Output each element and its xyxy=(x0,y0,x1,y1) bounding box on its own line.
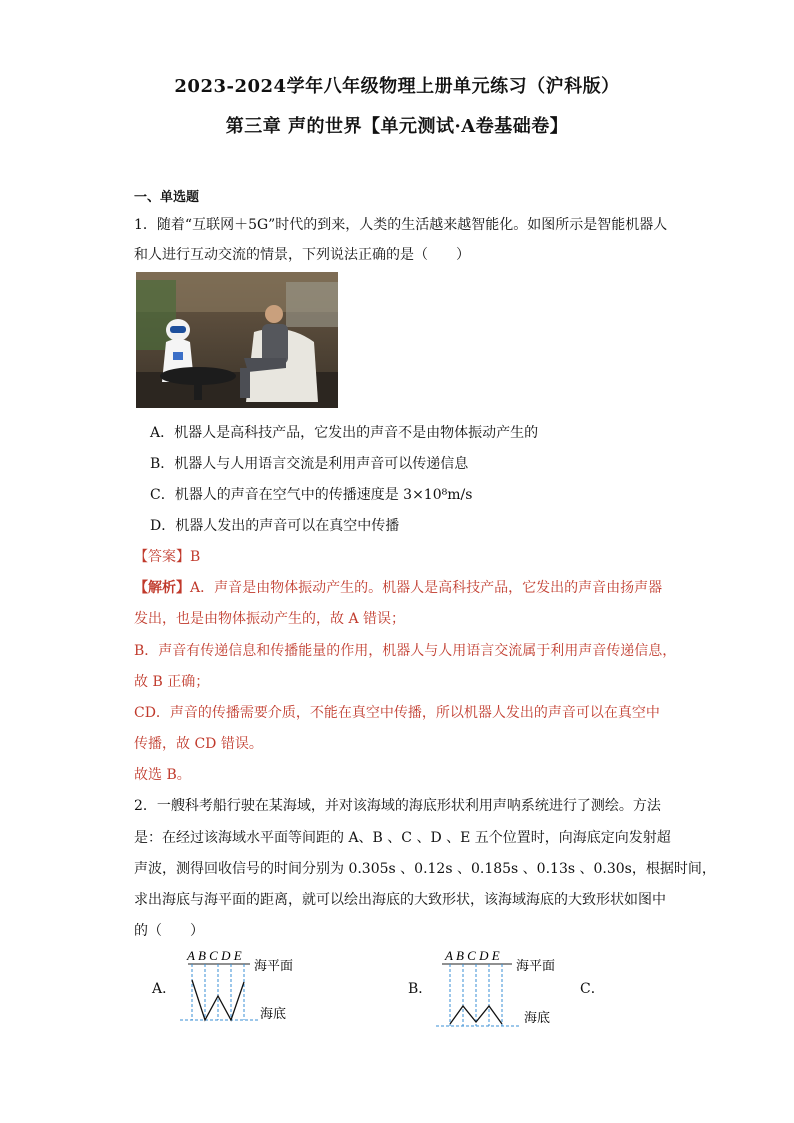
q1-option-d: D．机器人发出的声音可以在真空中传播 xyxy=(150,518,400,534)
q1-answer: 【答案】B xyxy=(134,549,201,565)
fig-a-sea-floor: 海底 xyxy=(260,1006,287,1021)
q1-option-c: C．机器人的声音在空气中的传播速度是 3×10⁸m/s xyxy=(150,487,473,503)
fig-b-sea-floor: 海底 xyxy=(524,1010,551,1025)
fig-b-sea-level: 海平面 xyxy=(516,958,556,973)
q2-option-c-label: C． xyxy=(580,981,605,997)
analysis-text-1: A．声音是由物体振动产生的。机器人是高科技产品，它发出的声音由扬声器 xyxy=(190,580,663,596)
section-heading: 一、单选题 xyxy=(134,190,200,205)
q1-option-a: A．机器人是高科技产品，它发出的声音不是由物体振动产生的 xyxy=(150,425,539,441)
q1-analysis-line1 xyxy=(134,577,662,597)
q2-option-b-label: B． xyxy=(408,981,433,997)
q2-option-a-figure xyxy=(180,946,320,1026)
q1-option-b: B．机器人与人用语言交流是利用声音可以传递信息 xyxy=(150,456,469,472)
q1-analysis-line2: 发出，也是由物体振动产生的，故 A 错误； xyxy=(134,611,406,627)
q1-analysis-line6: 传播，故 CD 错误。 xyxy=(134,736,263,752)
doc-title: 2023-2024学年八年级物理上册单元练习（沪科版） xyxy=(174,76,620,97)
q2-stem-line4: 求出海底与海平面的距离，就可以绘出海底的大致形状，该海域海底的大致形状如图中 xyxy=(134,892,666,908)
robot-interaction-photo xyxy=(136,272,338,408)
q1-analysis-line5: CD．声音的传播需要介质，不能在真空中传播，所以机器人发出的声音可以在真空中 xyxy=(134,705,660,721)
q1-analysis-line3: B．声音有传递信息和传播能量的作用，机器人与人用语言交流属于利用声音传递信息， xyxy=(134,643,677,659)
q1-analysis-line4: 故 B 正确； xyxy=(134,674,210,690)
q1-stem-line2: 和人进行互动交流的情景，下列说法正确的是（ ） xyxy=(134,247,470,263)
fig-a-sea-level: 海平面 xyxy=(254,958,294,973)
q2-stem-line2: 是：在经过该海域水平面等间距的 A、B 、C 、D 、E 五个位置时，向海底定向发射超 xyxy=(134,830,671,846)
q2-option-b-figure xyxy=(436,946,576,1032)
q1-stem-line1: 1．随着“互联网＋5G”时代的到来，人类的生活越来越智能化。如图所示是智能机器人 xyxy=(134,217,668,233)
fig-a-letters: A B C D E xyxy=(187,948,242,963)
analysis-label: 【解析】 xyxy=(134,580,190,596)
q2-stem-line5: 的（ ） xyxy=(134,923,204,939)
q2-stem-line3: 声波，测得回收信号的时间分别为 0.305s 、0.12s 、0.185s 、0.13s 、0.30s，根据时间， xyxy=(134,861,716,877)
fig-b-letters: A B C D E xyxy=(445,948,500,963)
q1-conclusion: 故选 B。 xyxy=(134,767,191,783)
doc-subtitle: 第三章 声的世界【单元测试·A卷基础卷】 xyxy=(225,116,569,137)
q2-option-a-label: A． xyxy=(152,981,177,997)
q2-stem-line1: 2．一艘科考船行驶在某海域，并对该海域的海底形状利用声呐系统进行了测绘。方法 xyxy=(134,798,661,814)
